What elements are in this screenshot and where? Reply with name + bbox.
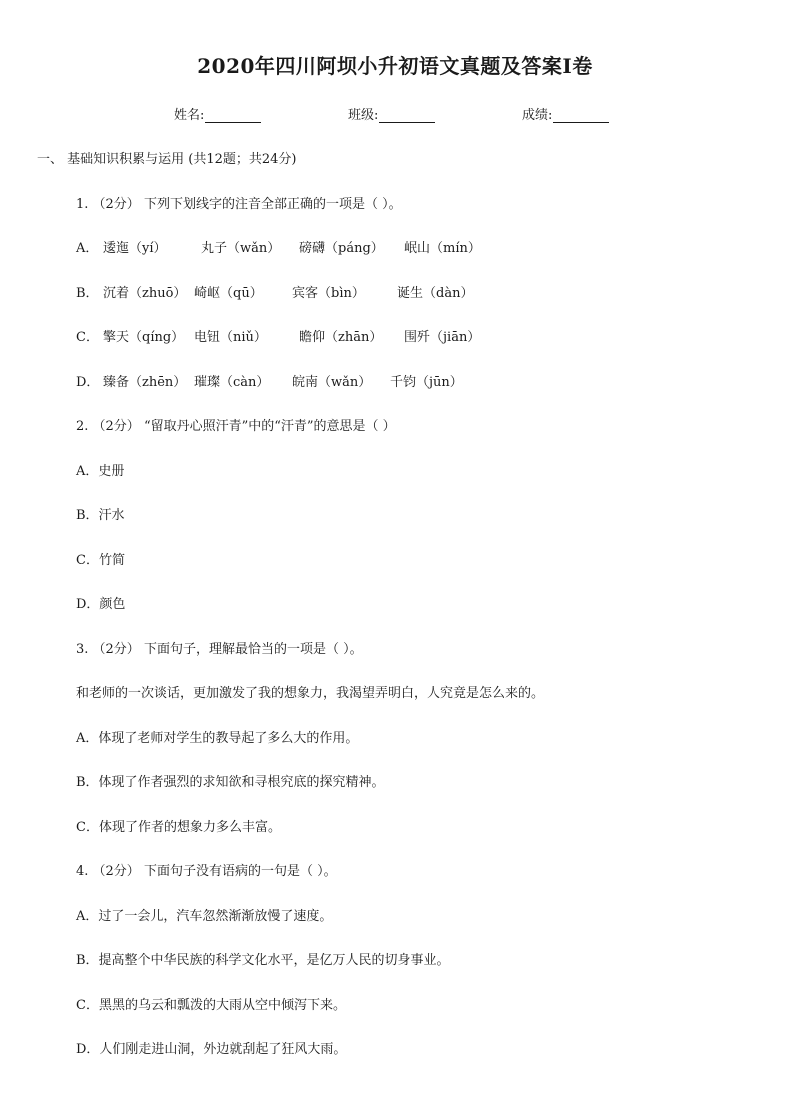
option-letter: D． — [76, 375, 100, 390]
question-4-stem: 4. （2分） 下面句子没有语病的一句是（ ）。 — [76, 864, 337, 879]
question-4-option-d[interactable]: D．人们刚走进山洞，外边就刮起了狂风大雨。 — [76, 1042, 347, 1057]
score-field[interactable] — [522, 104, 609, 123]
question-2-option-b[interactable]: B．汗水 — [76, 508, 125, 523]
question-2-stem: 2. （2分） “留取丹心照汗青”中的“汗青”的意思是（ ） — [76, 419, 396, 434]
option-letter: B． — [76, 286, 99, 301]
option-item: 沉着（zhuō） — [103, 286, 187, 301]
question-4-option-b[interactable]: B．提高整个中华民族的科学文化水平，是亿万人民的切身事业。 — [76, 953, 450, 968]
student-info-row — [0, 104, 790, 124]
question-3-option-a[interactable]: A．体现了老师对学生的教导起了多么大的作用。 — [76, 731, 359, 746]
name-field[interactable] — [174, 104, 261, 123]
option-letter: A． — [76, 241, 99, 256]
question-2-option-c[interactable]: C．竹简 — [76, 553, 125, 568]
option-letter: C． — [76, 330, 99, 345]
option-item: 擎天（qíng） — [103, 330, 185, 345]
option-item: 璀璨（càn） — [194, 375, 270, 390]
class-blank[interactable] — [379, 108, 435, 123]
option-item: 崎岖（qū） — [194, 286, 263, 301]
option-item: 千钧（jūn） — [390, 375, 463, 390]
score-label: 成绩: — [522, 108, 553, 123]
class-field[interactable] — [348, 104, 435, 123]
option-item: 磅礴（páng） — [299, 241, 384, 256]
question-2-option-d[interactable]: D．颜色 — [76, 597, 126, 612]
question-3-stem: 3. （2分） 下面句子，理解最恰当的一项是（ ）。 — [76, 642, 363, 657]
name-label: 姓名: — [174, 108, 205, 123]
question-3-passage: 和老师的一次谈话，更加激发了我的想象力，我渴望弄明白，人究竟是怎么来的。 — [76, 686, 545, 701]
option-item: 宾客（bìn） — [292, 286, 365, 301]
option-item: 丸子（wǎn） — [201, 241, 281, 256]
option-item: 电钮（niǔ） — [194, 330, 267, 345]
question-4-option-c[interactable]: C．黑黑的乌云和瓢泼的大雨从空中倾泻下来。 — [76, 998, 346, 1013]
section-heading: 一、 基础知识积累与运用 (共12题；共24分) — [37, 152, 297, 167]
option-item: 瞻仰（zhān） — [299, 330, 383, 345]
score-blank[interactable] — [553, 108, 609, 123]
option-item: 围歼（jiān） — [404, 330, 481, 345]
question-3-option-b[interactable]: B．体现了作者强烈的求知欲和寻根究底的探究精神。 — [76, 775, 385, 790]
option-item: 逶迤（yí） — [103, 241, 167, 256]
option-item: 皖南（wǎn） — [292, 375, 372, 390]
question-1-stem: 1. （2分） 下列下划线字的注音全部正确的一项是（ ）。 — [76, 197, 402, 212]
question-2-option-a[interactable]: A．史册 — [76, 464, 125, 479]
name-blank[interactable] — [205, 108, 261, 123]
question-4-option-a[interactable]: A．过了一会儿，汽车忽然渐渐放慢了速度。 — [76, 909, 333, 924]
class-label: 班级: — [348, 108, 379, 123]
exam-title: 2020年四川阿坝小升初语文真题及答案Ⅰ卷 — [197, 54, 593, 78]
option-item: 臻备（zhēn） — [103, 375, 187, 390]
option-item: 诞生（dàn） — [397, 286, 474, 301]
question-3-option-c[interactable]: C．体现了作者的想象力多么丰富。 — [76, 820, 281, 835]
option-item: 岷山（mín） — [404, 241, 481, 256]
